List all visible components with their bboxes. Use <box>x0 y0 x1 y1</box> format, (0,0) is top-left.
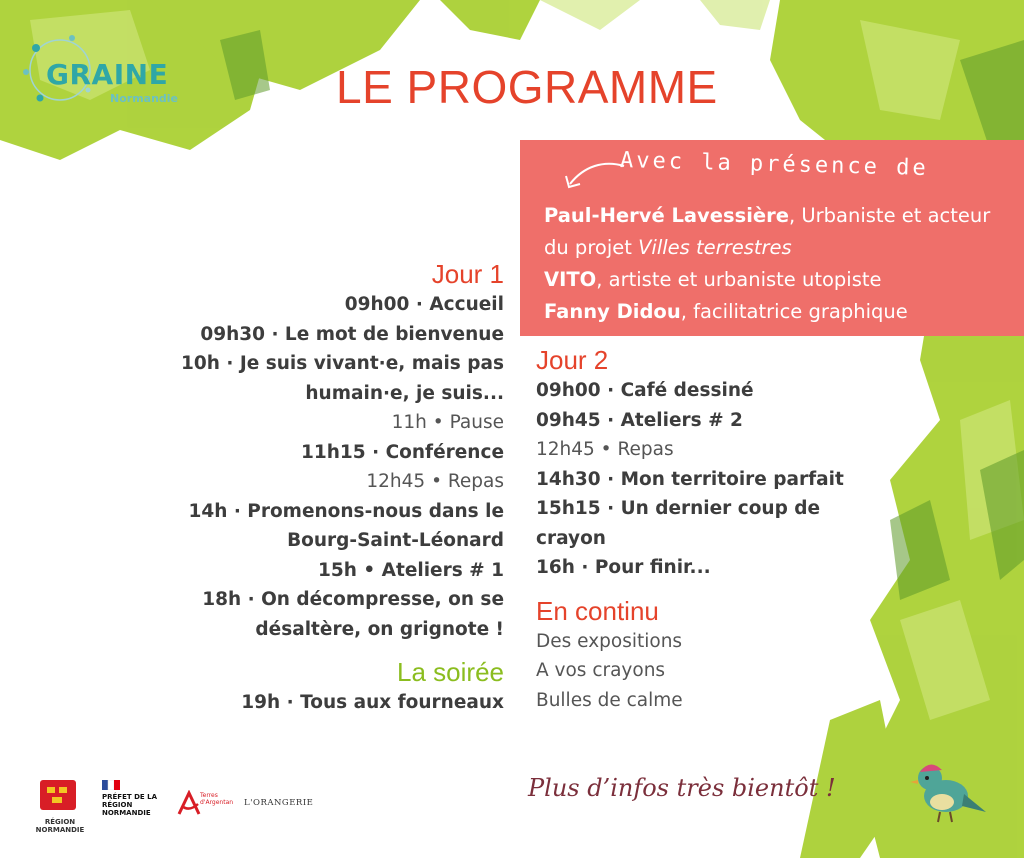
day2-label: Jour 2 <box>536 345 609 375</box>
bird-icon <box>906 756 988 826</box>
schedule-day1 <box>64 258 504 718</box>
schedule-item: 18h · On décompresse, on se <box>202 589 504 610</box>
schedule-item: 09h45 · Ateliers # 2 <box>536 409 743 431</box>
schedule-item: 11h15 · Conférence <box>301 441 504 463</box>
terres-label: Terres d'Argentan <box>200 792 234 806</box>
schedule-item: Bourg-Saint-Léonard <box>287 530 504 551</box>
region-normandie-logo <box>36 778 80 818</box>
more-info-text: Plus d’infos très bientôt ! <box>528 774 836 802</box>
schedule-item: 10h · Je suis vivant·e, mais pas <box>181 353 504 374</box>
continu-label: En continu <box>536 595 659 626</box>
schedule-item: 12h45 • Repas <box>536 439 674 460</box>
schedule-item: 14h · Promenons-nous dans le <box>188 500 504 522</box>
orangerie-logo: L'ORANGERIE <box>244 798 314 808</box>
guest-item: Fanny Didou, facilitatrice graphique <box>544 300 908 323</box>
logo-subtitle: Normandie <box>110 92 179 105</box>
schedule-item: humain·e, je suis... <box>305 382 504 404</box>
region-label: RÉGION NORMANDIE <box>35 818 85 834</box>
guest-item: VITO, artiste et urbaniste utopiste <box>544 268 882 291</box>
continu-item: Des expositions <box>536 630 683 652</box>
guests-box <box>520 140 1024 336</box>
logo-name: GRAINE <box>46 58 169 91</box>
schedule-item: 12h45 • Repas <box>366 471 504 492</box>
schedule-item: 15h15 · Un dernier coup de <box>536 498 821 519</box>
schedule-item: 09h30 · Le mot de bienvenue <box>200 323 504 345</box>
continu-item: Bulles de calme <box>536 689 683 711</box>
continu-item: A vos crayons <box>536 660 666 681</box>
schedule-item: 09h00 · Café dessiné <box>536 380 754 401</box>
schedule-item: 09h00 · Accueil <box>344 294 504 315</box>
partner-logos <box>30 778 330 838</box>
schedule-item: 19h · Tous aux fourneaux <box>241 692 504 713</box>
guests-heading: Avec la présence de <box>619 147 929 182</box>
prefet-label: PRÉFET DE LA RÉGION NORMANDIE <box>102 793 157 817</box>
curved-arrow-icon <box>558 154 628 194</box>
schedule-item: crayon <box>536 527 606 549</box>
schedule-item: désaltère, on grignote ! <box>255 618 504 640</box>
guests-list <box>544 200 1014 328</box>
schedule-day2 <box>536 344 936 715</box>
french-flag-icon <box>102 780 120 790</box>
schedule-item: 15h • Ateliers # 1 <box>318 559 504 581</box>
soiree-label: La soirée <box>397 657 504 687</box>
page-title: LE PROGRAMME <box>336 61 718 113</box>
guest-item: Paul-Hervé Lavessière, Urbaniste et acteur du projet Villes terrestres <box>544 204 991 259</box>
schedule-item: 11h • Pause <box>391 412 504 433</box>
day1-label: Jour 1 <box>431 259 504 289</box>
schedule-item: 14h30 · Mon territoire parfait <box>536 468 844 490</box>
terres-argentan-logo <box>176 790 202 816</box>
graine-logo <box>18 28 179 108</box>
schedule-item: 16h · Pour finir... <box>536 557 711 578</box>
